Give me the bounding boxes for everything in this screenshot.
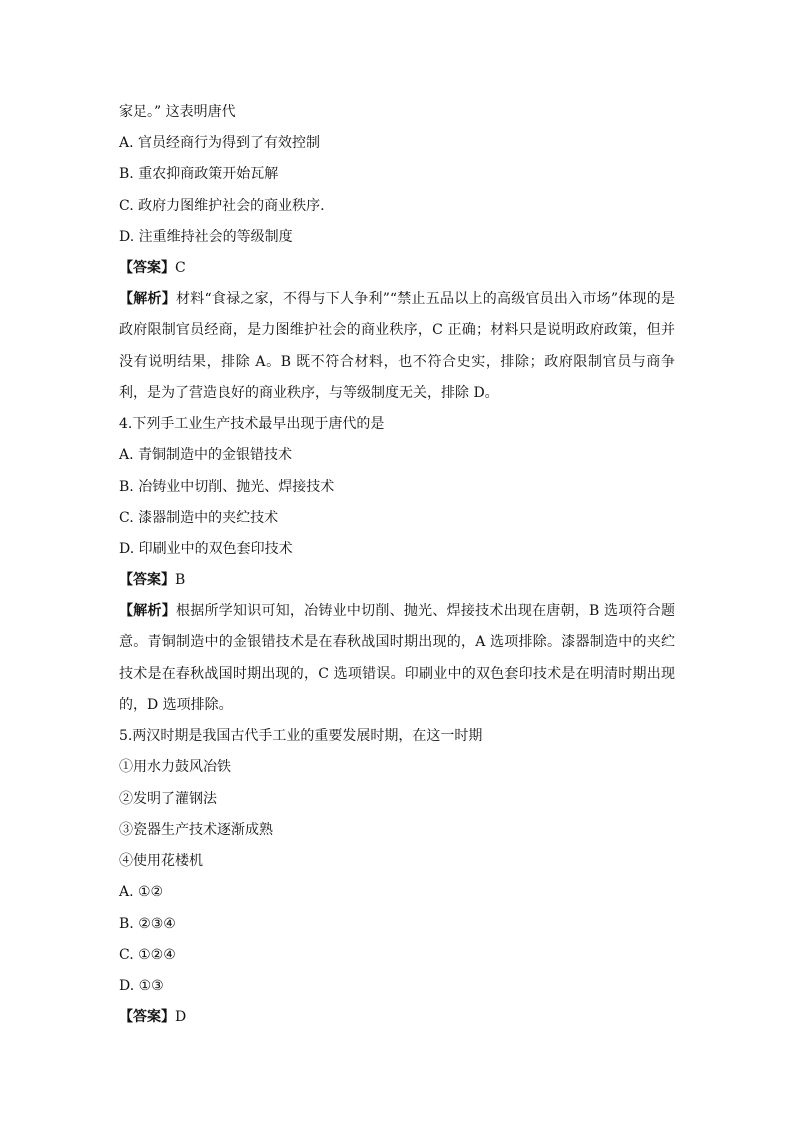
q3-answer-label: 【答案】 xyxy=(119,260,175,276)
q5-option-c: C. ①②④ xyxy=(119,947,176,963)
q3-answer-value: C xyxy=(175,260,186,276)
q4-answer-value: B xyxy=(175,572,186,588)
q4-answer-label: 【答案】 xyxy=(119,572,175,588)
q4-analysis-label: 【解析】 xyxy=(119,603,176,619)
q5-answer-label: 【答案】 xyxy=(119,1009,175,1025)
q4-option-b: B. 冶铸业中切削、抛光、焊接技术 xyxy=(119,479,335,495)
q5-item-3: ③瓷器生产技术逐渐成熟 xyxy=(119,822,273,838)
q3-option-d: D. 注重维持社会的等级制度 xyxy=(119,229,293,245)
q5-item-4: ④使用花楼机 xyxy=(119,853,203,869)
q3-option-b: B. 重农抑商政策开始瓦解 xyxy=(119,166,279,182)
q5-option-b: B. ②③④ xyxy=(119,916,176,932)
q4-option-a: A. 青铜制造中的金银错技术 xyxy=(119,447,293,463)
q5-option-a: A. ①② xyxy=(119,884,164,900)
q3-analysis xyxy=(119,284,675,410)
q3-option-a: A. 官员经商行为得到了有效控制 xyxy=(119,135,321,151)
q5-item-2: ②发明了灌钢法 xyxy=(119,791,217,807)
q4-answer xyxy=(119,571,185,589)
q5-item-1: ①用水力鼓风冶铁 xyxy=(119,759,231,775)
q3-stem-tail: 家足。” 这表明唐代 xyxy=(119,104,236,120)
q4-option-c: C. 漆器制造中的夹纻技术 xyxy=(119,510,279,526)
q4-analysis-text: 根据所学知识可知，冶铸业中切削、抛光、焊接技术出现在唐朝，B 选项符合题意。青铜制造中的金银错技术是在春秋战国时期出现的，A 选项排除。漆器制造中的夹纻技术是在春秋战国时期出现的，C 选项错误。印刷业中的双色套印技术是在明清时期出现的，D 选项排除。 xyxy=(119,603,675,714)
q4-analysis xyxy=(119,596,675,722)
q3-answer xyxy=(119,259,186,277)
q5-stem: 5.两汉时期是我国古代手工业的重要发展时期，在这一时期 xyxy=(119,728,483,744)
q5-option-d: D. ①③ xyxy=(119,978,164,994)
q4-stem: 4.下列手工业生产技术最早出现于唐代的是 xyxy=(119,416,385,432)
q3-option-c: C. 政府力图维护社会的商业秩序. xyxy=(119,198,325,214)
q5-answer-value: D xyxy=(175,1009,187,1025)
q4-option-d: D. 印刷业中的双色套印技术 xyxy=(119,541,293,557)
q5-answer xyxy=(119,1008,186,1026)
q3-analysis-text: 材料“食禄之家，不得与下人争利”“禁止五品以上的高级官员出入市场”体现的是政府限制官员经商，是力图维护社会的商业秩序，C 正确；材料只是说明政府政策，但并没有说明结果，排除 A。B 既不符合材料，也不符合史实，排除；政府限制官员与商争利，是为了营造良好的商业秩序，与等级制度无关，排除 D。 xyxy=(119,291,675,402)
q3-analysis-label: 【解析】 xyxy=(119,291,176,307)
